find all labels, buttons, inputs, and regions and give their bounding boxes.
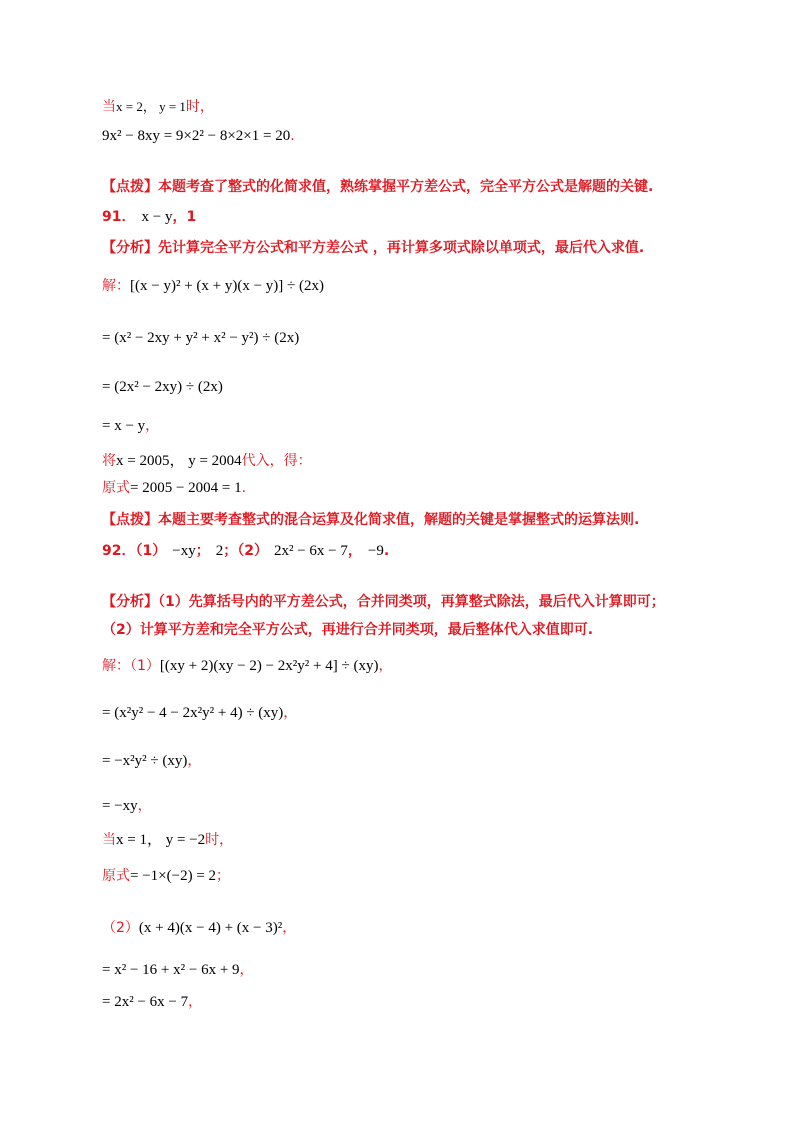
math-expression: = (2x² − 2xy) ÷ (2x) [102, 379, 223, 395]
suffix-text: ， [239, 962, 254, 978]
question-number: 91． [102, 209, 136, 225]
solution-line-92-4 [102, 796, 152, 816]
suffix-text: ， [378, 658, 393, 674]
condition-line-92 [102, 830, 233, 850]
prefix-text: （2） [102, 920, 139, 936]
math-expression: = x² − 16 + x² − 6x + 9 [102, 962, 240, 978]
math-expression: −9 [367, 543, 384, 559]
solution-line-92-part2-2 [102, 960, 254, 980]
math-expression: x = 2， y = 1 [116, 99, 186, 114]
separator-text: ； [195, 543, 210, 559]
suffix-text: ； [216, 868, 231, 884]
math-expression: [(xy + 2)(xy − 2) − 2x²y² + 4] ÷ (xy) [159, 658, 379, 674]
math-expression: 2 [215, 543, 224, 559]
math-expression: = −xy [102, 798, 138, 814]
solution-line-91-1 [102, 276, 324, 296]
prefix-text: 将 [102, 453, 116, 469]
math-expression: = (x² − 2xy + y² + x² − y²) ÷ (2x) [102, 330, 300, 346]
math-expression: [(x − y)² + (x + y)(x − y)] ÷ (2x) [130, 278, 325, 294]
solution-line-92-3 [102, 751, 201, 771]
analysis-paragraph-92-2: （2）计算平方差和完全平方公式，再进行合并同类项，最后整体代入求值即可. [102, 622, 594, 638]
prefix-text: 原式 [102, 868, 130, 884]
math-expression: = −1×(−2) = 2 [130, 868, 217, 884]
suffix-text: ，1 [172, 209, 197, 225]
suffix-text: . [383, 543, 390, 559]
solution-line-91-3 [102, 377, 223, 397]
result-line-92 [102, 866, 230, 886]
analysis-paragraph-91: 【分析】先计算完全平方公式和平方差公式 ，再计算多项式除以单项式，最后代入求值. [102, 240, 645, 256]
suffix-text: ， [187, 753, 202, 769]
suffix-text: ， [283, 705, 298, 721]
result-line-91 [102, 478, 246, 498]
evaluation-line-1 [102, 126, 295, 146]
solution-line-92-part2-3 [102, 992, 202, 1012]
suffix-text: . [290, 128, 295, 144]
tip-paragraph-1: 【点拨】本题考查了整式的化简求值，熟练掌握平方差公式，完全平方公式是解题的关键. [102, 179, 654, 195]
analysis-paragraph-92-1: 【分析】（1）先算括号内的平方差公式，合并同类项，再算整式除法，最后代入计算即可； [102, 594, 665, 610]
question-number: 92．（1） [102, 543, 167, 559]
separator-text: ；（2） [223, 543, 268, 559]
tip-paragraph-91: 【点拨】本题主要考查整式的混合运算及化简求值，解题的关键是掌握整式的运算法则. [102, 512, 640, 528]
math-expression: 9x² − 8xy = 9×2² − 8×2×1 = 20 [102, 128, 291, 144]
answer-92 [102, 541, 389, 561]
suffix-text: ， [145, 418, 160, 434]
solution-line-92-part2-1 [102, 918, 296, 938]
suffix-text: ， [282, 920, 297, 936]
prefix-text: 解：（1） [102, 658, 160, 674]
math-expression: = (x²y² − 4 − 2x²y² + 4) ÷ (xy) [102, 705, 284, 721]
prefix-text: 原式 [102, 480, 130, 496]
solution-line-92-1 [102, 656, 392, 676]
math-expression: = 2x² − 6x − 7 [102, 994, 189, 1010]
math-expression: = 2005 − 2004 = 1 [130, 480, 242, 496]
suffix-text: ， [188, 994, 203, 1010]
math-expression: (x + 4)(x − 4) + (x − 3)² [138, 920, 283, 936]
separator-text: ， [347, 543, 362, 559]
math-expression: −xy [172, 543, 196, 559]
math-expression: x = 2005， y = 2004 [116, 453, 242, 469]
prefix-text: 当 [102, 832, 116, 848]
suffix-text: ， [137, 798, 152, 814]
answer-91 [102, 207, 196, 227]
prefix-text: 当 [102, 99, 116, 115]
solution-line-92-2 [102, 703, 297, 723]
condition-line-1 [102, 97, 214, 117]
math-expression: = x − y [102, 418, 146, 434]
suffix-text: 代入，得： [241, 453, 312, 469]
math-expression: x = 1， y = −2 [116, 832, 206, 848]
math-expression: x − y [141, 209, 173, 225]
substitution-line-91 [102, 451, 312, 471]
math-expression: = −x²y² ÷ (xy) [102, 753, 188, 769]
suffix-text: . [241, 480, 247, 496]
solution-line-91-4 [102, 416, 159, 436]
suffix-text: 时， [185, 99, 214, 115]
prefix-text: 解： [102, 278, 130, 294]
suffix-text: 时， [205, 832, 234, 848]
solution-line-91-2 [102, 328, 299, 348]
math-expression: 2x² − 6x − 7 [273, 543, 348, 559]
